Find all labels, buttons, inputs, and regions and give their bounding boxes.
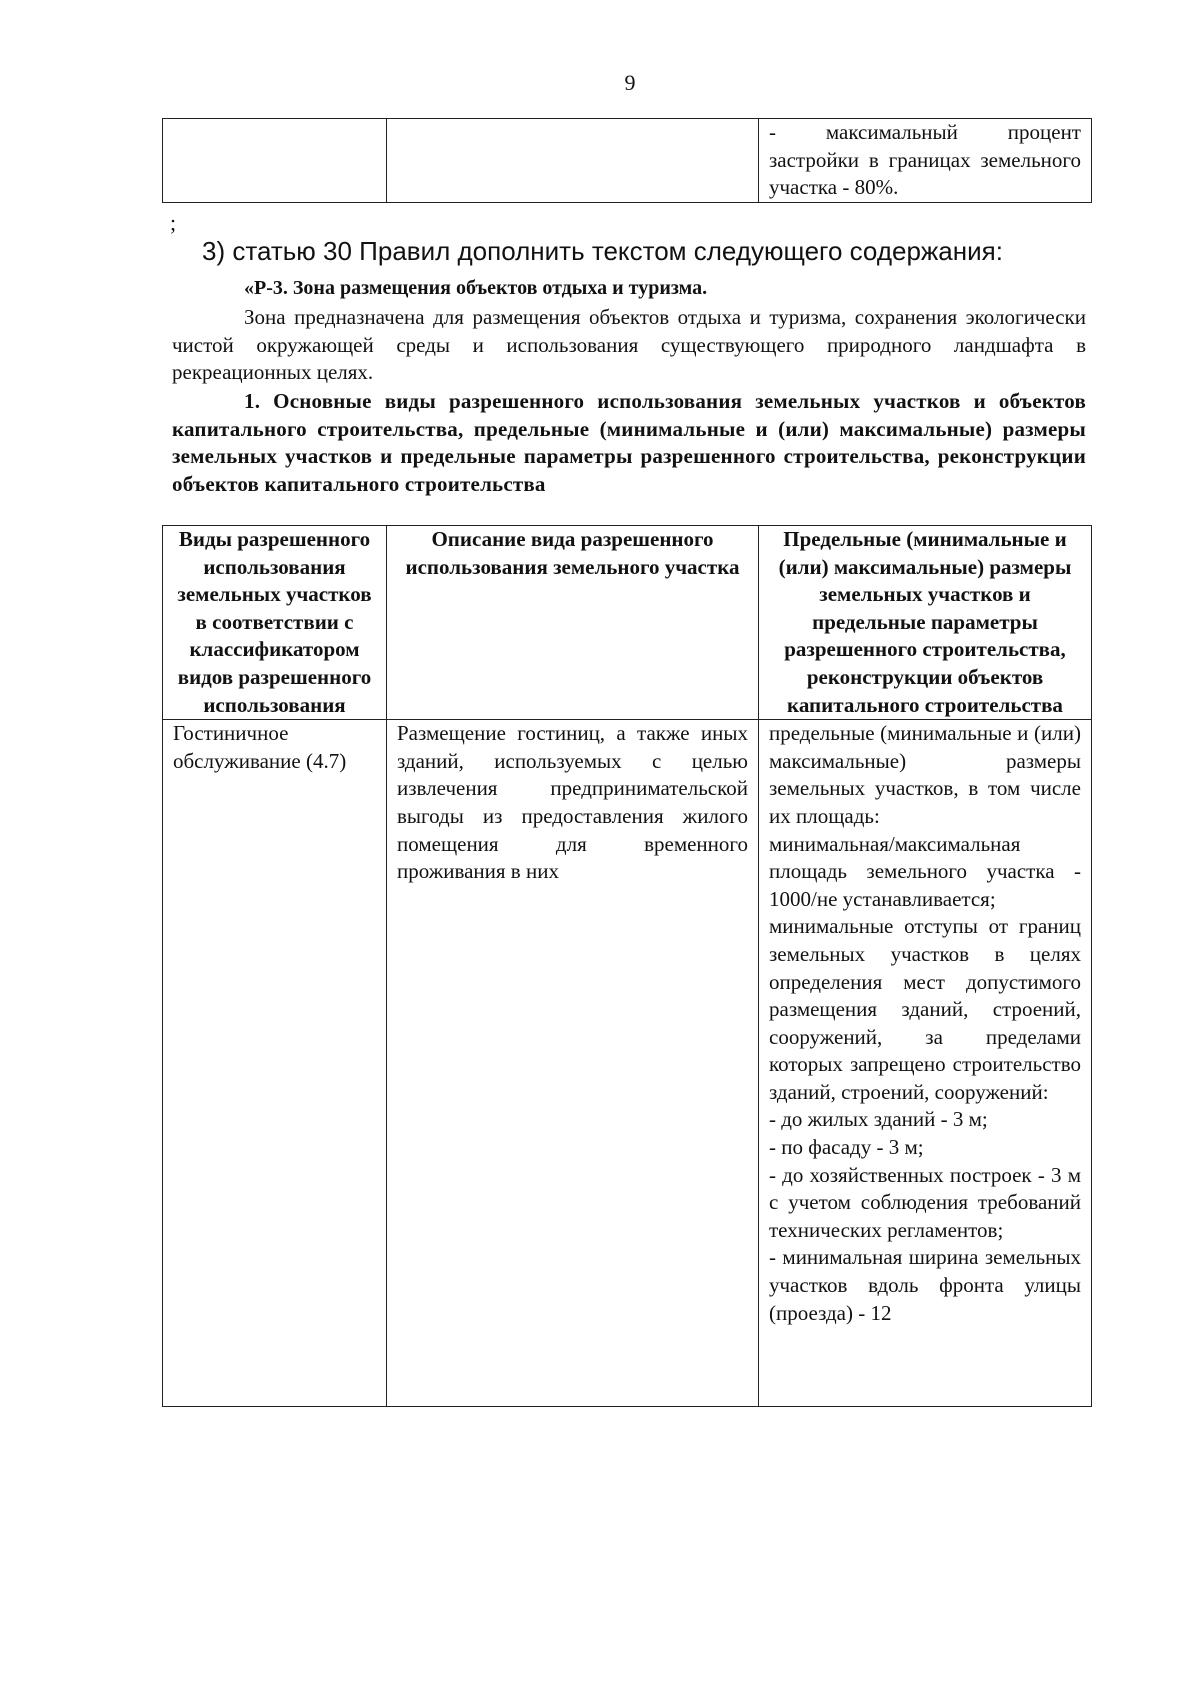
column-header: Виды разрешенного использования земельных участков в соответствии с классификатором видов разрешенного использования <box>163 526 387 720</box>
parameter-line: - по фасаду - 3 м; <box>769 1135 924 1160</box>
column-header: Предельные (минимальные и (или) максимальные) размеры земельных участков и предельные параметры разрешенного строительства, реконструкции объектов капитального строительства <box>759 526 1092 720</box>
column-header: Описание вида разрешенного использования земельного участка <box>387 526 759 720</box>
table-row <box>163 720 1092 1407</box>
parameter-line: предельные (минимальные и (или) максимальные) размеры земельных участков, в том числе их площадь: <box>769 721 1081 828</box>
table-row <box>163 119 1092 203</box>
land-use-type: Гостиничное обслуживание (4.7) <box>163 720 387 1407</box>
parameter-line: - минимальная ширина земельных участков вдоль фронта улицы (проезда) - 12 <box>769 1245 1081 1325</box>
parameter-line: - до жилых зданий - 3 м; <box>769 1107 988 1132</box>
section-title: 1. Основные виды разрешенного использования земельных участков и объектов капитального строительства, предельные (минимальные и (или) максимальные) размеры земельных участков и предельные параметры разрешенного строительства, реконструкции объектов капитального строительства <box>172 389 1086 496</box>
land-use-description: Размещение гостиниц, а также иных зданий, используемых с целью извлечения предпринимательской выгоды из предоставления жилого помещения для временного проживания в них <box>387 720 759 1407</box>
table-cell <box>163 119 387 203</box>
land-use-table <box>162 525 1092 1407</box>
continuation-table <box>162 118 1092 203</box>
amendment-heading: 3) статью 30 Правил дополнить текстом следующего содержания: <box>202 236 1003 266</box>
zone-description: Зона предназначена для размещения объектов отдыха и туризма, сохранения экологически чистой окружающей среды и использования существующего природного ландшафта в рекреационных целях. <box>172 305 1086 384</box>
table-header-row <box>163 526 1092 720</box>
parameter-line: - до хозяйственных построек - 3 м с учетом соблюдения требований технических регламентов; <box>769 1162 1081 1242</box>
page-number: 9 <box>624 70 636 95</box>
land-use-parameters <box>759 720 1092 1407</box>
parameter-line: минимальные отступы от границ земельных участков в целях определения мест допустимого размещения зданий, строений, сооружений, за пределами которых запрещено строительство зданий, строений, сооружений: <box>769 914 1081 1104</box>
table-cell <box>387 119 759 203</box>
parameter-line: минимальная/максимальная площадь земельного участка - 1000/не устанавливается; <box>769 831 1081 911</box>
zone-title: «Р-3. Зона размещения объектов отдыха и туризма. <box>244 277 708 299</box>
table-cell: - максимальный процент застройки в границах земельного участка - 80%. <box>759 119 1092 203</box>
semicolon: ; <box>170 210 177 235</box>
